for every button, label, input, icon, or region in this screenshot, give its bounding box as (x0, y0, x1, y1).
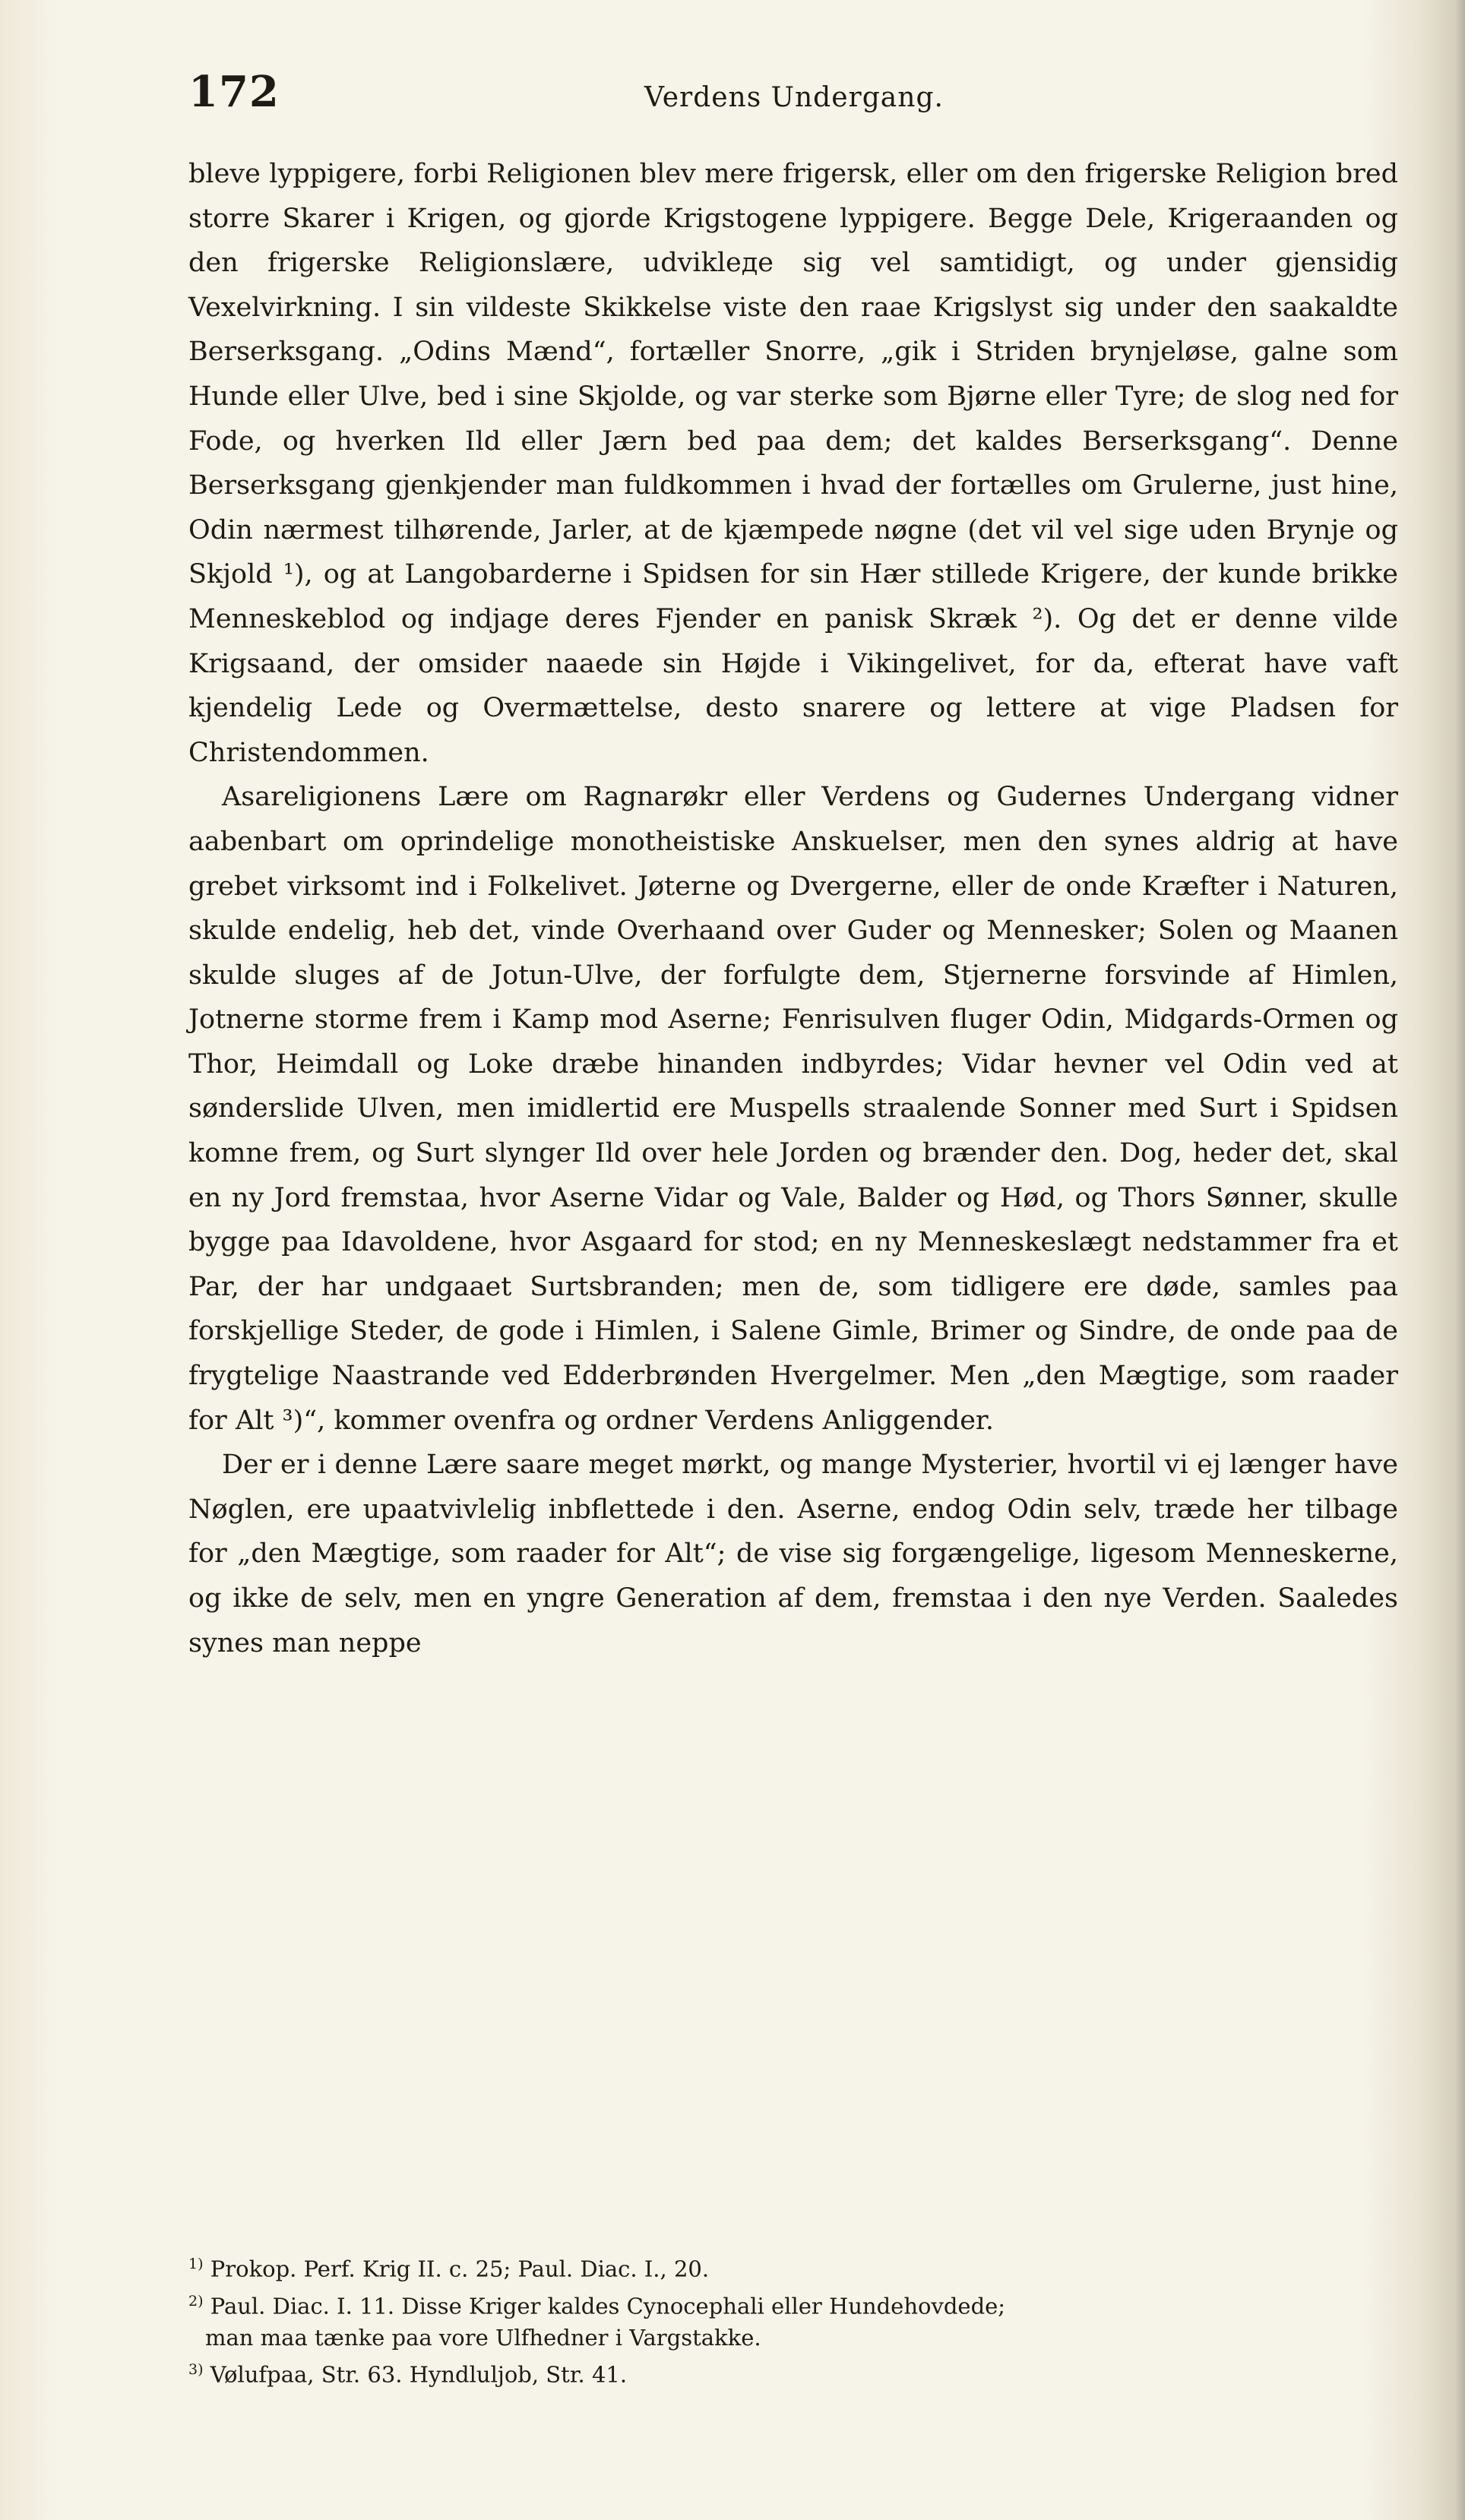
footnote-text: Paul. Diac. I. 11. Disse Kriger kaldes Cynocephali eller Hundehovdede; (210, 2293, 1006, 2319)
page-number: 172 (188, 67, 280, 117)
footnote-mark: 3) (188, 2361, 204, 2379)
footnote-mark: 1) (188, 2256, 204, 2272)
footnote-text: Vølufpaa, Str. 63. Hyndluljob, Str. 41. (210, 2361, 628, 2388)
footnote-2-continuation: man maa tænke paa vore Ulfhedner i Vargstakke. (205, 2325, 761, 2351)
footnote-text: Prokop. Perf. Krig II. c. 25; Paul. Diac. I., 20. (210, 2256, 710, 2282)
footnote-mark: 2) (188, 2292, 204, 2310)
body-text (188, 152, 1398, 1665)
footnote-2 (188, 2286, 1398, 2322)
page-header (188, 67, 1442, 128)
running-head: Verdens Undergang. (644, 82, 944, 113)
footnote-3 (188, 2354, 1398, 2390)
paragraph-2: Asareligionens Lære om Ragnarøkr eller Verdens og Gudernes Undergang vidner aabenbart om oprindelige monotheistiske Anskuelser, men den synes aldrig at have grebet virksomt ind i Folkelivet. Jøterne og Dvergerne, eller de onde Kræfter i Naturen, skulde endelig, heb det, vinde Overhaand over Guder og Mennesker; Solen og Maanen skulde sluges af de Jotun-Ulve, der forfulgte dem, Stjernerne forsvinde af Himlen, Jotnerne storme frem i Kamp mod Aserne; Fenrisulven fluger Odin, Midgards-Ormen og Thor, Heimdall og Loke dræbe hinanden indbyrdes; Vidar hevner vel Odin ved at sønderslide Ulven, men imidlertid ere Muspells straalende Sonner med Surt i Spidsen komne frem, og Surt slynger Ild over hele Jorden og brænder den. Dog, heder det, skal en ny Jord fremstaa, hvor Aserne Vidar og Vale, Balder og Hød, og Thors Sønner, skulle bygge paa Idavoldene, hvor Asgaard for stod; en ny Menneskeslægt nedstammer fra et Par, der har undgaaet Surtsbranden; men de, som tidligere ere døde, samles paa forskjellige Steder, de gode i Himlen, i Salene Gimle, Brimer og Sindre, de onde paa de frygtelige Naastrande ved Edderbrønden Hvergelmer. Men „den Mægtige, som raader for Alt ³)“, kommer ovenfra og ordner Verdens Anliggender. (188, 782, 1398, 1436)
footnote-1 (188, 2249, 1398, 2284)
footnotes (188, 2249, 1398, 2392)
paragraph-3: Der er i denne Lære saare meget mørkt, og mange Mysterier, hvortil vi ej længer have Nøglen, ere upaatvivlelig inbflettede i den. Aserne, endog Odin selv, træde her tilbage for „den Mægtige, som raader for Alt“; de vise sig forgængelige, ligesom Menneskerne, og ikke de selv, men en yngre Generation af dem, fremstaa i den nye Verden. Saaledes synes man neppe (188, 1450, 1398, 1658)
page-edge (1454, 0, 1465, 2520)
paragraph-1: bleve lyppigere, forbi Religionen blev mere frigersk, eller om den frigerske Religion bred storre Skarer i Krigen, og gjorde Krigstogene lyppigere. Begge Dele, Krigeraanden og den frigerske Religionslære, udvikleде sig vel samtidigt, og under gjensidig Vexelvirkning. I sin vildeste Skikkelse viste den raae Krigslyst sig under den saakaldte Berserksgang. „Odins Mænd“, fortæller Snorre, „gik i Striden brynjeløse, galne som Hunde eller Ulve, bed i sine Skjolde, og var sterke som Bjørne eller Tyre; de slog ned for Fode, og hverken Ild eller Jærn bed paa dem; det kaldes Berserksgang“. Denne Berserksgang gjenkjender man fuldkommen i hvad der fortælles om Grulerne, just hine, Odin nærmest tilhørende, Jarler, at de kjæmpede nøgne (det vil vel sige uden Brynje og Skjold ¹), og at Langobarderne i Spidsen for sin Hær stillede Krigere, der kunde brikke Menneskeblod og indjage deres Fjender en panisk Skræk ²). Og det er denne vilde Krigsaand, der omsider naaede sin Højde i Vikingelivet, for da, efterat have vaft kjendelig Lede og Overmættelse, desto snarere og lettere at vige Pladsen for Christendommen. (188, 159, 1398, 768)
